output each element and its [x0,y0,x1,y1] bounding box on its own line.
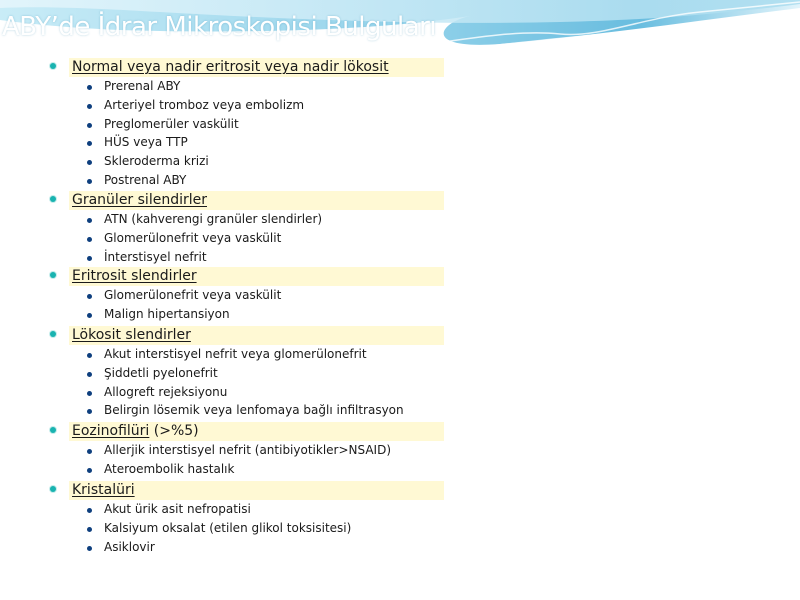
list-item-text: Postrenal ABY [104,172,187,187]
list-item-text: Glomerülonefrit veya vaskülit [104,288,282,302]
item-bullet-icon [87,218,92,223]
section-6 [0,481,800,556]
item-bullet-icon [87,104,92,109]
list-item [0,210,800,229]
item-bullet-icon [87,237,92,242]
slide-title: ABY’de İdrar Mikroskopisi Bulguları [2,12,437,42]
section-heading-row [0,422,800,441]
list-item [0,77,800,96]
list-item [0,500,800,519]
list-item-text: Allogreft rejeksiyonu [104,384,228,399]
list-item-text: Belirgin lösemik veya lenfomaya bağlı infiltrasyon [104,403,404,418]
section-heading-row [0,481,800,500]
list-item [0,286,800,305]
list-item [0,171,800,190]
section-heading-text: Lökosit slendirler [72,327,191,343]
item-bullet-icon [87,313,92,318]
item-bullet-icon [87,527,92,532]
list-item-text: Akut ürik asit nefropatisi [104,502,251,516]
section-item-list [0,286,800,324]
list-item [0,305,800,324]
item-bullet-icon [87,508,92,513]
section-heading-text: Eritrosit slendirler [72,268,197,284]
section-heading-text: Eozinofilüri [72,423,150,439]
section-bullet-icon [50,486,56,492]
section-heading [69,326,444,345]
item-bullet-icon [87,256,92,261]
item-bullet-icon [87,409,92,414]
list-item-text: Allerjik interstisyel nefrit (antibiyotikler>NSAID) [104,443,392,457]
section-1 [0,58,800,190]
list-item-text: Asiklovir [104,539,155,554]
section-2 [0,191,800,266]
item-bullet-icon [87,372,92,377]
section-heading-row [0,326,800,345]
list-item [0,345,800,364]
section-item-list [0,210,800,266]
section-heading-row [0,267,800,286]
section-5 [0,422,800,479]
section-heading-text: Normal veya nadir eritrosit veya nadir lökosit [72,59,389,75]
list-item-text: Skleroderma krizi [104,154,209,169]
item-bullet-icon [87,294,92,299]
list-item [0,460,800,479]
list-item-text: Glomerülonefrit veya vaskülit [104,230,282,245]
section-item-list [0,77,800,190]
section-4 [0,326,800,420]
section-bullet-icon [50,427,56,433]
section-3 [0,267,800,324]
item-bullet-icon [87,160,92,165]
item-bullet-icon [87,141,92,146]
list-item-text: Şiddetli pyelonefrit [104,365,218,380]
list-item [0,383,800,402]
section-heading [69,267,444,286]
section-heading [69,58,444,77]
list-item [0,538,800,557]
list-item-text: Malign hipertansiyon [104,306,230,321]
section-heading [69,191,444,210]
section-heading-suffix: (>%5) [149,423,199,439]
item-bullet-icon [87,449,92,454]
list-item [0,229,800,248]
section-item-list [0,345,800,420]
list-item-text: İnterstisyel nefrit [104,249,207,264]
list-item [0,115,800,134]
item-bullet-icon [87,391,92,396]
item-bullet-icon [87,123,92,128]
section-bullet-icon [50,196,56,202]
section-heading-text: Granüler silendirler [72,192,207,208]
item-bullet-icon [87,353,92,358]
item-bullet-icon [87,468,92,473]
section-bullet-icon [50,63,56,69]
section-heading-text: Kristalüri [72,482,135,498]
item-bullet-icon [87,179,92,184]
section-heading [69,422,444,441]
section-bullet-icon [50,331,56,337]
list-item-text: Ateroembolik hastalık [104,461,235,476]
section-heading [69,481,444,500]
list-item-text: HÜS veya TTP [104,135,188,150]
item-bullet-icon [87,546,92,551]
list-item-text: Prerenal ABY [104,79,181,93]
section-bullet-icon [50,272,56,278]
list-item [0,133,800,152]
list-item [0,519,800,538]
list-item [0,364,800,383]
item-bullet-icon [87,85,92,90]
list-item-text: Arteriyel tromboz veya embolizm [104,97,305,112]
list-item-text: ATN (kahverengi granüler slendirler) [104,212,323,226]
list-item [0,152,800,171]
list-item-text: Kalsiyum oksalat (etilen glikol toksisitesi) [104,520,352,535]
list-item [0,96,800,115]
list-item-text: Preglomerüler vaskülit [104,116,239,131]
section-item-list [0,441,800,479]
list-item [0,248,800,267]
list-item [0,401,800,420]
section-item-list [0,500,800,556]
section-heading-row [0,58,800,77]
section-heading-row [0,191,800,210]
list-item-text: Akut interstisyel nefrit veya glomerülonefrit [104,347,367,361]
list-item [0,441,800,460]
